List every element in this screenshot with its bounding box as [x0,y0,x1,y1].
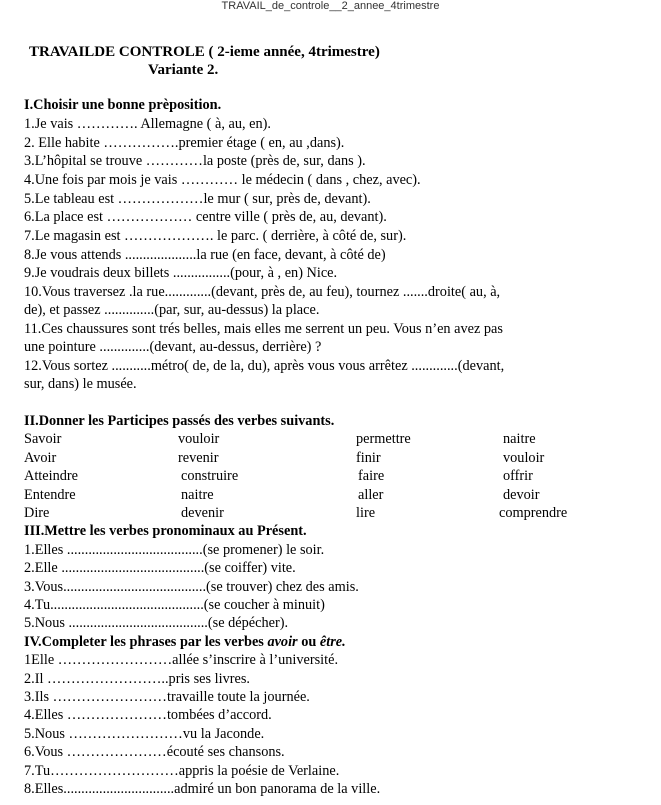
section3-line: 4.Tu...........................................(se coucher à minuit) [24,597,325,613]
section1-line: 9.Je voudrais deux billets ................(pour, à , en) Nice. [24,265,338,281]
section4-line: 4.Elles …………………tombées d’accord. [24,707,272,723]
section1-line: 11.Ces chaussures sont trés belles, mais elles me serrent un peu. Vous n’en avez pas [24,321,503,337]
verb-cell: vouloir [503,450,545,466]
verb-cell: Avoir [24,450,57,466]
section4-line: 2.Il ……………………..pris ses livres. [24,671,250,687]
section3-line: 1.Elles ......................................(se promener) le soir. [24,542,325,558]
verb-cell: lire [356,505,376,521]
section4-heading-etre: être. [319,634,346,650]
section4-line: 3.Ils ……………………travaille toute la journée. [24,689,310,705]
section1-line: une pointure ..............(devant, au-dessus, derrière) ? [24,339,322,355]
section4-heading-text: IV.Completer les phrases par les verbes [24,634,268,650]
verb-cell: finir [356,450,381,466]
section4-line: 8.Elles...............................admiré un bon panorama de la ville. [24,781,381,797]
verb-cell: Savoir [24,431,62,447]
verb-cell: comprendre [499,505,568,521]
verb-cell: permettre [356,431,411,447]
verb-cell: naitre [181,487,214,503]
verb-cell: aller [358,487,384,503]
section1-line: 5.Le tableau est ………………le mur ( sur, près de, devant). [24,191,371,207]
section4-line: 1Elle ……………………allée s’inscrire à l’université. [24,652,339,668]
section1-line: 7.Le magasin est ………………. le parc. ( derrière, à côté de, sur). [24,228,407,244]
section1-line: 6.La place est ……………… centre ville ( près de, au, devant). [24,209,387,225]
section4-heading-ou: ou [297,634,320,650]
verb-cell: faire [358,468,385,484]
verb-cell: naitre [503,431,536,447]
section1-line: sur, dans) le musée. [24,376,137,392]
section3-line: 2.Elle ........................................(se coiffer) vite. [24,560,296,576]
section1-line: de), et passez ..............(par, sur, au-dessus) la place. [24,302,320,318]
section1-heading: I.Choisir une bonne prèposition. [24,97,222,113]
section3-line: 3.Vous........................................(se trouver) chez des amis. [24,579,359,595]
verb-cell: devenir [181,505,224,521]
verb-cell: devoir [503,487,540,503]
verb-cell: revenir [178,450,219,466]
section1-line: 1.Je vais …………. Allemagne ( à, au, en). [24,116,271,132]
document-title: TRAVAILDE CONTROLE ( 2-ieme année, 4trimestre) [29,44,380,60]
section3-heading: III.Mettre les verbes pronominaux au Présent. [24,523,307,539]
verb-cell: Dire [24,505,50,521]
section4-line: 6.Vous …………………écouté ses chansons. [24,744,285,760]
section4-heading-avoir: avoir [267,634,298,650]
verb-cell: offrir [503,468,533,484]
section1-line: 3.L’hôpital se trouve …………la poste (près de, sur, dans ). [24,153,366,169]
section3-line: 5.Nous .......................................(se dépécher). [24,615,289,631]
section4-heading [24,633,346,651]
window-title: TRAVAIL_de_controle__2_annee_4trimestre [221,0,440,12]
section1-line: 4.Une fois par mois je vais ………… le médecin ( dans , chez, avec). [24,172,421,188]
section4-line: 7.Tu………………………appris la poésie de Verlaine. [24,763,340,779]
verb-cell: vouloir [178,431,220,447]
section2-heading: II.Donner les Participes passés des verbes suivants. [24,413,335,429]
verb-cell: Entendre [24,487,76,503]
section1-line: 10.Vous traversez .la rue.............(devant, près de, au feu), tournez .......droite( au, à, [24,284,501,300]
section4-line: 5.Nous ……………………vu la Jaconde. [24,726,265,742]
section1-line: 12.Vous sortez ...........métro( de, de la, du), après vous vous arrêtez .............(devant, [24,358,505,374]
verb-cell: construire [181,468,239,484]
variant-label: Variante 2. [148,62,219,78]
section1-line: 8.Je vous attends ....................la rue (en face, devant, à côté de) [24,247,386,263]
verb-cell: Atteindre [24,468,78,484]
section1-line: 2. Elle habite …………….premier étage ( en, au ,dans). [24,135,345,151]
